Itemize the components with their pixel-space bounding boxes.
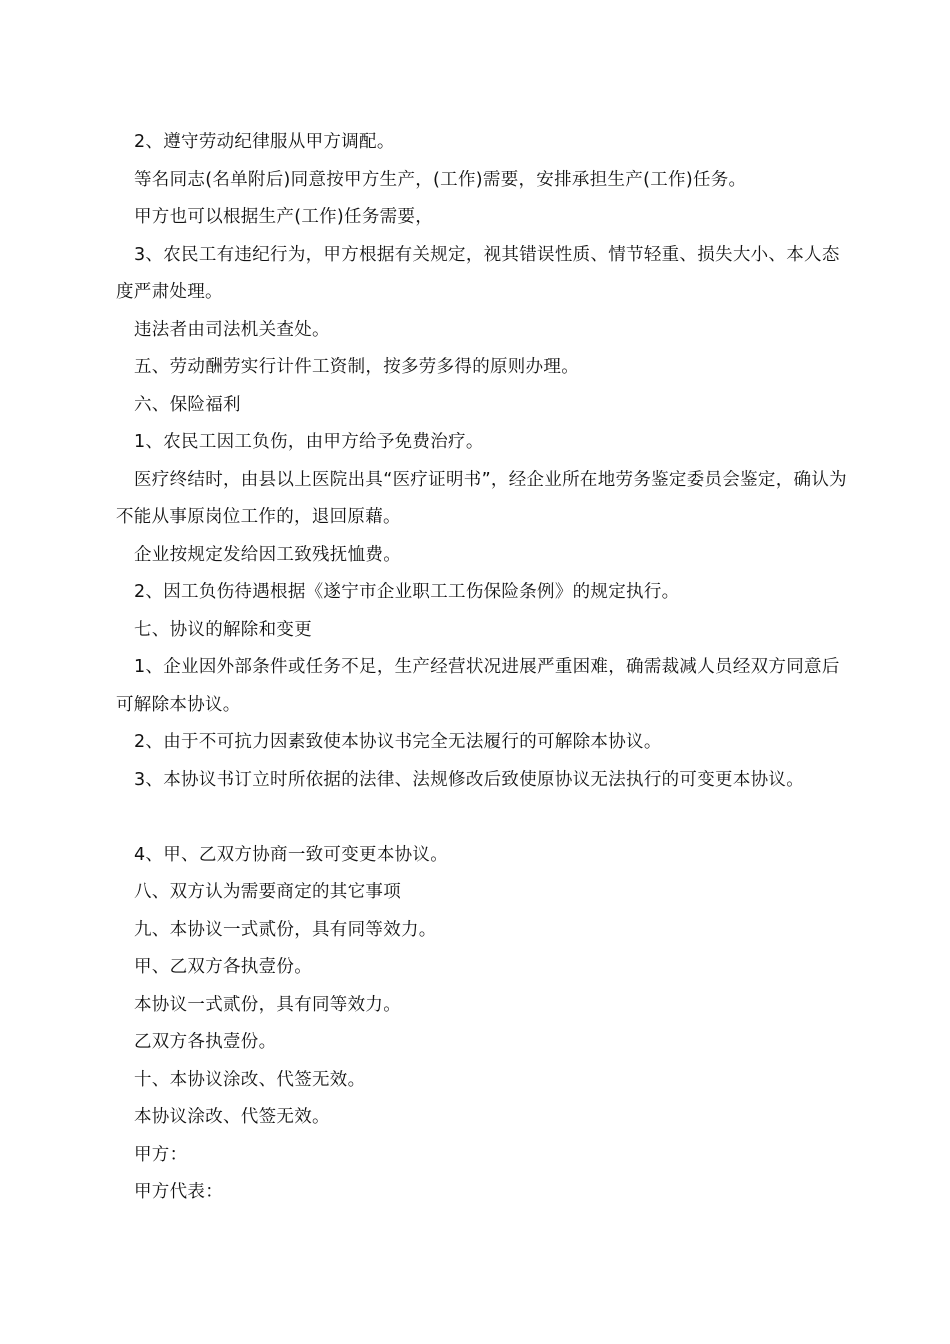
section-heading-remuneration: 五、劳动酬劳实行计件工资制，按多劳多得的原则办理。 xyxy=(134,357,579,377)
paragraph-termination-2: 2、由于不可抗力因素致使本协议书完全无法履行的可解除本协议。 xyxy=(134,732,662,752)
paragraph-injury-treatment: 1、农民工因工负伤，由甲方给予免费治疗。 xyxy=(134,432,484,452)
paragraph-each-party-copy: 甲、乙双方各执壹份。 xyxy=(134,957,312,977)
paragraph-disability-pension: 企业按规定发给因工致残抚恤费。 xyxy=(134,544,401,565)
paragraph-judicial: 违法者由司法机关查处。 xyxy=(134,319,330,340)
document-body xyxy=(116,124,856,1212)
paragraph-each-party-copy-repeat: 乙双方各执壹份。 xyxy=(134,1032,277,1052)
section-heading-alteration: 十、本协议涂改、代签无效。 xyxy=(134,1069,366,1090)
paragraph-task-need: 甲方也可以根据生产(工作)任务需要， xyxy=(134,207,434,227)
section-heading-copies: 九、本协议一式贰份，具有同等效力。 xyxy=(134,919,437,940)
section-heading-insurance: 六、保险福利 xyxy=(134,394,241,415)
blank-line xyxy=(116,799,856,837)
paragraph-violation: 3、农民工有违纪行为，甲方根据有关规定，视其错误性质、情节轻重、损失大小、本人态度严肃处理。 xyxy=(116,244,840,302)
section-heading-termination: 七、协议的解除和变更 xyxy=(134,619,312,640)
signature-party-a-representative: 甲方代表： xyxy=(134,1182,223,1202)
paragraph-discipline: 2、遵守劳动纪律服从甲方调配。 xyxy=(134,132,395,152)
paragraph-medical-certificate: 医疗终结时，由县以上医院出具“医疗证明书”，经企业所在地劳务鉴定委员会鉴定，确认为不能从事原岗位工作的，退回原藉。 xyxy=(116,469,847,527)
paragraph-assignment: 等名同志(名单附后)同意按甲方生产，(工作)需要，安排承担生产(工作)任务。 xyxy=(134,169,747,190)
paragraph-termination-1: 1、企业因外部条件或任务不足，生产经营状况进展严重困难，确需裁减人员经双方同意后可解除本协议。 xyxy=(116,657,840,715)
paragraph-termination-3: 3、本协议书订立时所依据的法律、法规修改后致使原协议无法执行的可变更本协议。 xyxy=(134,769,805,790)
paragraph-alteration-repeat: 本协议涂改、代签无效。 xyxy=(134,1107,330,1127)
paragraph-copies-repeat: 本协议一式贰份，具有同等效力。 xyxy=(134,994,401,1015)
paragraph-termination-4: 4、甲、乙双方协商一致可变更本协议。 xyxy=(134,844,449,865)
paragraph-injury-regulation: 2、因工负伤待遇根据《遂宁市企业职工工伤保险条例》的规定执行。 xyxy=(134,582,680,602)
signature-party-a: 甲方： xyxy=(134,1144,188,1165)
section-heading-other-matters: 八、双方认为需要商定的其它事项 xyxy=(134,882,401,902)
